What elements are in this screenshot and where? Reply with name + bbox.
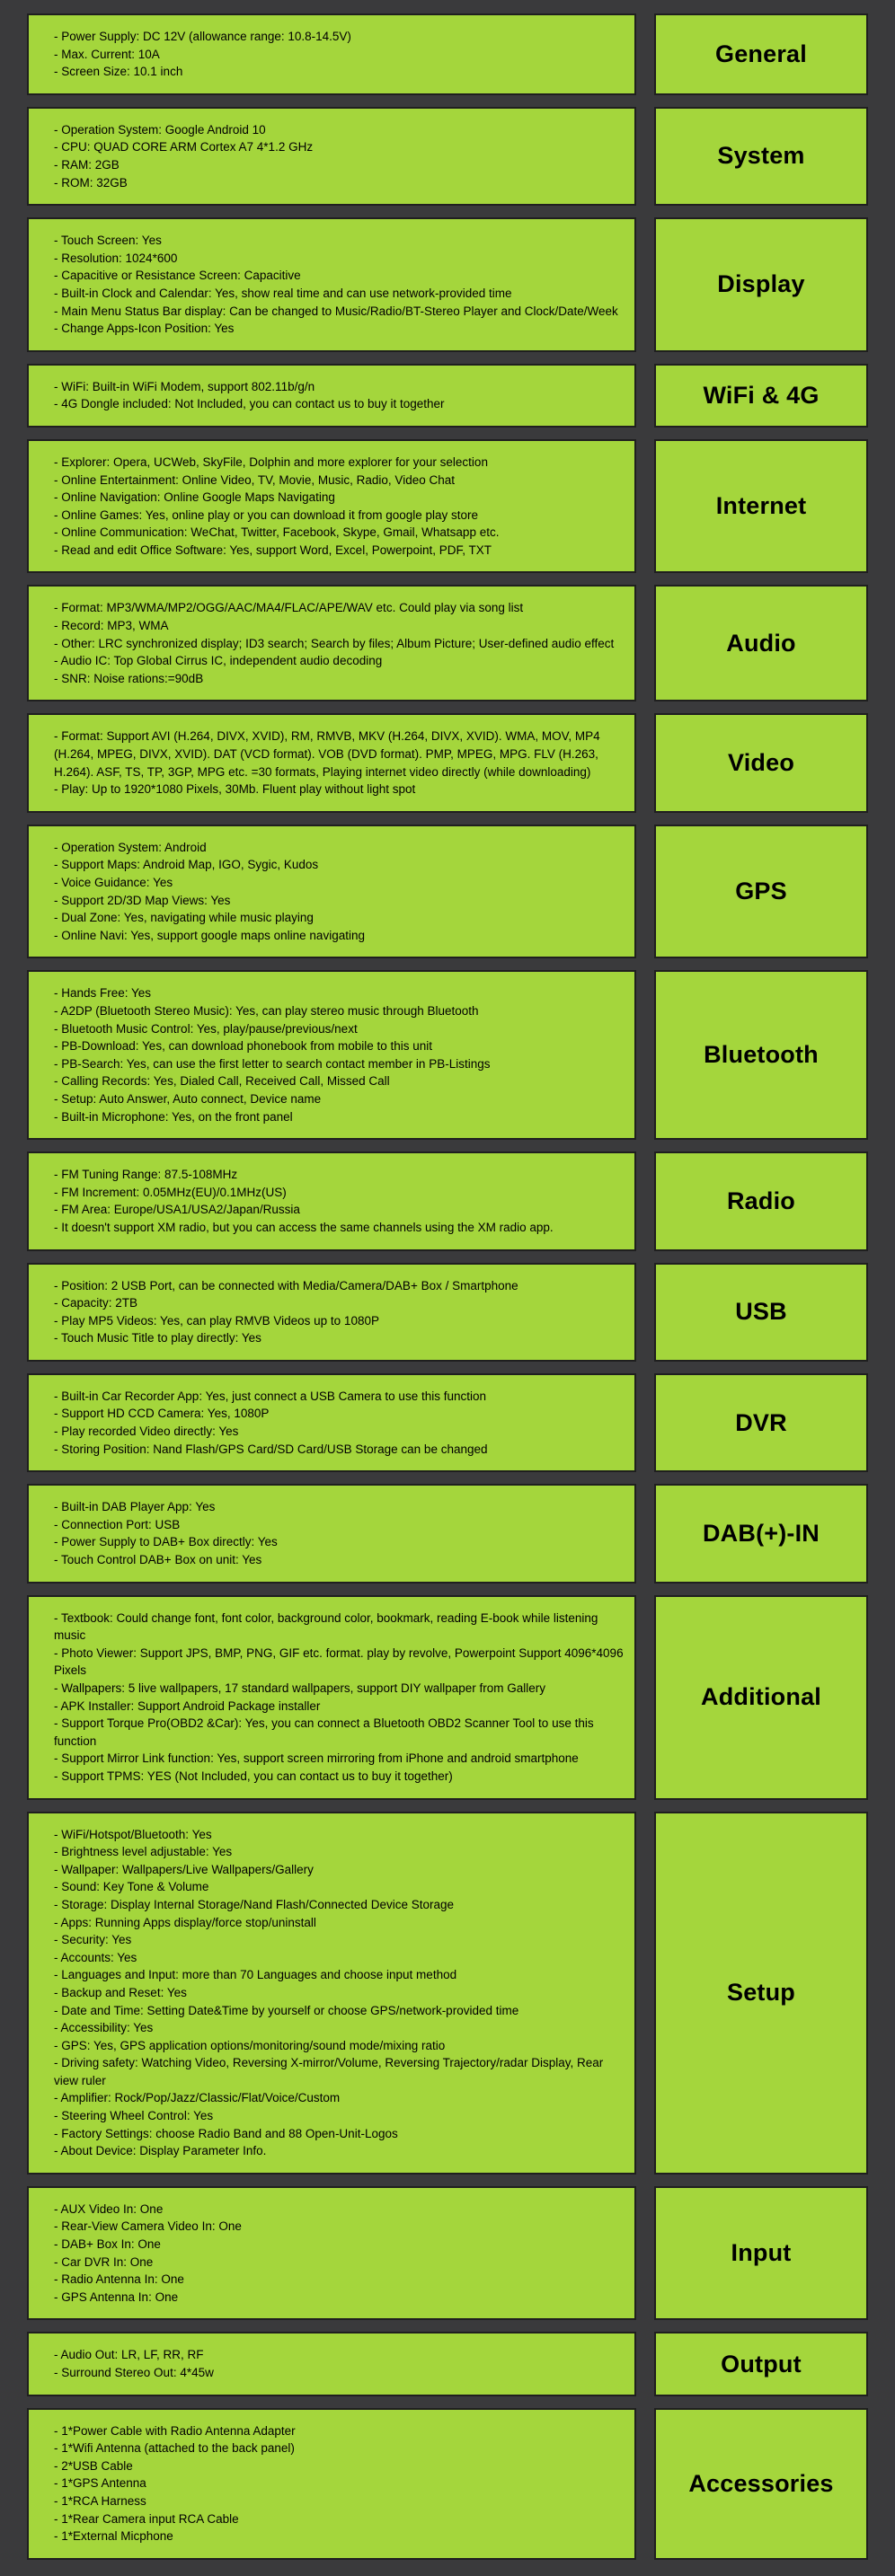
spec-line: - Capacity: 2TB [54,1296,138,1310]
spec-row [27,970,868,1140]
spec-line: - Power Supply: DC 12V (allowance range: 10.8-14.5V) [54,30,351,43]
spec-line: - Factory Settings: choose Radio Band and 88 Open-Unit-Logos [54,2126,398,2140]
spec-line: - Accounts: Yes [54,1950,137,1964]
spec-row [27,217,868,352]
spec-line: - Driving safety: Watching Video, Reversing X-mirror/Volume, Reversing Trajectory/radar Display, Rear view ruler [54,2056,604,2087]
spec-line: - Bluetooth Music Control: Yes, play/pause/previous/next [54,1021,358,1036]
spec-line: - Car DVR In: One [54,2254,154,2269]
spec-line: - Explorer: Opera, UCWeb, SkyFile, Dolphin and more explorer for your selection [54,454,488,469]
spec-line: - Operation System: Google Android 10 [54,122,266,137]
spec-row [27,107,868,206]
spec-line: - Surround Stereo Out: 4*45w [54,2366,214,2379]
spec-line: - Steering Wheel Control: Yes [54,2109,214,2123]
category-label: Bluetooth [704,1041,819,1069]
spec-line: - Online Navigation: Online Google Maps Navigating [54,490,335,505]
category-label: DAB(+)-IN [702,1519,820,1547]
spec-line: - Voice Guidance: Yes [54,876,173,889]
spec-line: - Main Menu Status Bar display: Can be changed to Music/Radio/BT-Stereo Player and Clock/Date/Week [54,304,618,318]
spec-line: - Play recorded Video directly: Yes [54,1425,239,1439]
spec-line: - Built-in Microphone: Yes, on the front panel [54,1109,293,1124]
category-cell [654,713,868,812]
spec-line: - FM Increment: 0.05MHz(EU)/0.1MHz(US) [54,1185,287,1199]
spec-line: - AUX Video In: One [54,2201,164,2216]
spec-line: - A2DP (Bluetooth Stereo Music): Yes, can play stereo music through Bluetooth [54,1003,479,1018]
spec-line: - 2*USB Cable [54,2458,133,2473]
spec-line: - WiFi/Hotspot/Bluetooth: Yes [54,1827,212,1841]
spec-line: - Max. Current: 10A [54,47,160,61]
spec-cell [27,2186,636,2321]
spec-line: - GPS: Yes, GPS application options/monitoring/sound mode/mixing ratio [54,2038,446,2052]
spec-line: - Amplifier: Rock/Pop/Jazz/Classic/Flat/Voice/Custom [54,2091,341,2105]
spec-line: - 1*Wifi Antenna (attached to the back panel) [54,2441,295,2456]
spec-line: - Audio Out: LR, LF, RR, RF [54,2348,204,2362]
spec-row [27,13,868,95]
spec-row [27,1484,868,1583]
spec-cell [27,1263,636,1362]
category-cell [654,2186,868,2321]
category-cell [654,364,868,428]
spec-line: - Touch Screen: Yes [54,234,162,248]
spec-row [27,1151,868,1250]
spec-cell [27,107,636,206]
category-cell [654,585,868,701]
category-label: Radio [726,1187,795,1214]
spec-line: - Support Maps: Android Map, IGO, Sygic, Kudos [54,858,319,872]
spec-row [27,439,868,574]
spec-row [27,1373,868,1472]
spec-line: - Apps: Running Apps display/force stop/uninstall [54,1915,316,1929]
spec-cell [27,1595,636,1800]
spec-row [27,585,868,701]
spec-line: - Built-in DAB Player App: Yes [54,1500,216,1514]
spec-line: - Wallpaper: Wallpapers/Live Wallpapers/Gallery [54,1862,314,1876]
spec-cell [27,825,636,959]
spec-cell [27,2332,636,2395]
spec-line: - It doesn't support XM radio, but you can access the same channels using the XM radio app. [54,1220,554,1234]
category-cell [654,970,868,1140]
spec-line: - Support TPMS: YES (Not Included, you can contact us to buy it together) [54,1769,453,1783]
spec-line: - Storage: Display Internal Storage/Nand Flash/Connected Device Storage [54,1897,454,1911]
category-label: Accessories [688,2469,834,2497]
spec-row [27,2332,868,2395]
spec-line: - Storing Position: Nand Flash/GPS Card/SD Card/USB Storage can be changed [54,1442,488,1456]
spec-line: - Support HD CCD Camera: Yes, 1080P [54,1407,270,1421]
spec-line: - FM Area: Europe/USA1/USA2/Japan/Russia [54,1203,300,1217]
spec-line: - Connection Port: USB [54,1517,181,1531]
spec-line: - Wallpapers: 5 live wallpapers, 17 standard wallpapers, support DIY wallpaper from Gallery [54,1681,546,1695]
category-label: General [715,40,807,67]
spec-line: - Brightness level adjustable: Yes [54,1845,233,1859]
spec-line: - Capacitive or Resistance Screen: Capacitive [54,269,301,283]
spec-line: - Read and edit Office Software: Yes, support Word, Excel, Powerpoint, PDF, TXT [54,543,492,557]
spec-line: - Operation System: Android [54,840,207,854]
spec-line: - 4G Dongle included: Not Included, you can contact us to buy it together [54,397,445,411]
spec-line: - Play: Up to 1920*1080 Pixels, 30Mb. Fluent play without light spot [54,782,416,797]
spec-cell [27,1151,636,1250]
spec-line: - RAM: 2GB [54,157,120,172]
spec-line: - Online Navi: Yes, support google maps online navigating [54,928,365,942]
spec-line: - Touch Control DAB+ Box on unit: Yes [54,1553,262,1567]
spec-row [27,364,868,428]
category-cell [654,2408,868,2560]
spec-table [27,13,868,2560]
spec-cell [27,217,636,352]
spec-line: - GPS Antenna In: One [54,2289,179,2304]
category-label: WiFi & 4G [703,381,820,409]
spec-cell [27,1484,636,1583]
spec-line: - Support Mirror Link function: Yes, support screen mirroring from iPhone and android smartphone [54,1751,579,1766]
spec-line: - Photo Viewer: Support JPS, BMP, PNG, GIF etc. format. play by revolve, Powerpoint Support 4096*4096 Pixels [54,1645,624,1678]
category-label: Setup [726,1979,795,2007]
category-label: Additional [701,1683,821,1711]
spec-line: - Built-in Car Recorder App: Yes, just connect a USB Camera to use this function [54,1389,486,1403]
spec-line: - Resolution: 1024*600 [54,251,178,265]
spec-line: - About Device: Display Parameter Info. [54,2144,267,2158]
spec-line: - Touch Music Title to play directly: Yes [54,1331,261,1345]
spec-line: - Built-in Clock and Calendar: Yes, show real time and can use network-provided time [54,286,512,300]
category-label: Internet [715,492,807,520]
spec-line: - 1*Rear Camera input RCA Cable [54,2511,239,2526]
spec-cell [27,439,636,574]
spec-line: - Online Games: Yes, online play or you can download it from google play store [54,507,479,522]
spec-line: - Calling Records: Yes, Dialed Call, Received Call, Missed Call [54,1074,390,1089]
spec-line: - Rear-View Camera Video In: One [54,2219,242,2234]
spec-line: - Support Torque Pro(OBD2 &Car): Yes, you can connect a Bluetooth OBD2 Scanner Tool to use this function [54,1716,594,1748]
spec-line: - Position: 2 USB Port, can be connected with Media/Camera/DAB+ Box / Smartphone [54,1278,518,1292]
category-label: USB [735,1298,787,1326]
spec-cell [27,970,636,1140]
spec-line: - Backup and Reset: Yes [54,1985,187,1999]
category-cell [654,2332,868,2395]
spec-line: - CPU: QUAD CORE ARM Cortex A7 4*1.2 GHz [54,140,314,154]
spec-row [27,713,868,812]
category-label: Input [731,2239,792,2267]
category-cell [654,1484,868,1583]
spec-line: - Languages and Input: more than 70 Languages and choose input method [54,1968,457,1982]
category-label: GPS [735,878,787,905]
category-cell [654,1151,868,1250]
category-cell [654,439,868,574]
spec-line: - Setup: Auto Answer, Auto connect, Device name [54,1091,322,1106]
spec-line: - Sound: Key Tone & Volume [54,1880,209,1894]
category-label: System [717,142,805,170]
spec-cell [27,1812,636,2175]
spec-line: - Change Apps-Icon Position: Yes [54,322,235,336]
spec-line: - Audio IC: Top Global Cirrus IC, independent audio decoding [54,654,383,668]
spec-line: - Record: MP3, WMA [54,619,169,633]
spec-line: - Online Entertainment: Online Video, TV, Movie, Music, Radio, Video Chat [54,472,455,487]
spec-line: - Radio Antenna In: One [54,2272,184,2287]
spec-line: - DAB+ Box In: One [54,2237,161,2252]
spec-line: - FM Tuning Range: 87.5-108MHz [54,1168,238,1182]
spec-line: - Other: LRC synchronized display; ID3 search; Search by files; Album Picture; User-defined audio effect [54,636,615,650]
spec-cell [27,1373,636,1472]
category-cell [654,107,868,206]
spec-line: - Support 2D/3D Map Views: Yes [54,893,231,907]
spec-row [27,2408,868,2560]
spec-line: - ROM: 32GB [54,175,128,190]
category-cell [654,1812,868,2175]
category-cell [654,1595,868,1800]
spec-line: - SNR: Noise rations:=90dB [54,671,204,685]
category-label: Display [717,270,805,298]
category-label: DVR [735,1408,787,1436]
spec-line: - WiFi: Built-in WiFi Modem, support 802.11b/g/n [54,379,315,393]
spec-line: - Format: Support AVI (H.264, DIVX, XVID), RM, RMVB, MKV (H.264, DIVX, XVID). WMA, MOV, MP4 (H.264, MPEG, DIVX, XVID). DAT (VCD format). VOB (DVD format). PMP, MPEG, MPG. FLV (H.263, H.264). ASF, TS, TP, 3GP, MPG etc. =30 formats, Playing internet video directly (while downloading) [54,729,600,779]
spec-row [27,1263,868,1362]
spec-line: - 1*RCA Harness [54,2493,146,2508]
category-label: Audio [726,629,796,657]
spec-line: - PB-Search: Yes, can use the first letter to search contact member in PB-Listings [54,1056,491,1071]
spec-line: - Date and Time: Setting Date&Time by yourself or choose GPS/network-provided time [54,2003,519,2017]
category-cell [654,1373,868,1472]
spec-line: - Textbook: Could change font, font color, background color, bookmark, reading E-book while listening music [54,1610,598,1643]
spec-cell [27,585,636,701]
spec-line: - Play MP5 Videos: Yes, can play RMVB Videos up to 1080P [54,1313,379,1328]
category-label: Output [721,2350,802,2378]
spec-line: - 1*Power Cable with Radio Antenna Adapter [54,2423,296,2438]
spec-line: - Screen Size: 10.1 inch [54,65,183,79]
spec-row [27,825,868,959]
spec-line: - Accessibility: Yes [54,2021,154,2035]
spec-cell [27,713,636,812]
spec-line: - APK Installer: Support Android Package installer [54,1698,321,1713]
category-cell [654,13,868,95]
spec-cell [27,364,636,428]
category-cell [654,217,868,352]
spec-line: - 1*External Micphone [54,2529,173,2544]
spec-cell [27,13,636,95]
spec-cell [27,2408,636,2560]
spec-line: - Security: Yes [54,1933,132,1947]
category-cell [654,1263,868,1362]
spec-line: - Dual Zone: Yes, navigating while music playing [54,911,314,925]
category-label: Video [727,749,795,777]
spec-row [27,1595,868,1800]
spec-line: - PB-Download: Yes, can download phonebook from mobile to this unit [54,1039,433,1054]
category-cell [654,825,868,959]
spec-line: - 1*GPS Antenna [54,2476,146,2491]
spec-row [27,1812,868,2175]
spec-line: - Hands Free: Yes [54,986,152,1001]
spec-line: - Format: MP3/WMA/MP2/OGG/AAC/MA4/FLAC/APE/WAV etc. Could play via song list [54,601,524,615]
spec-row [27,2186,868,2321]
spec-line: - Online Communication: WeChat, Twitter, Facebook, Skype, Gmail, Whatsapp etc. [54,525,500,540]
spec-line: - Power Supply to DAB+ Box directly: Yes [54,1535,278,1549]
